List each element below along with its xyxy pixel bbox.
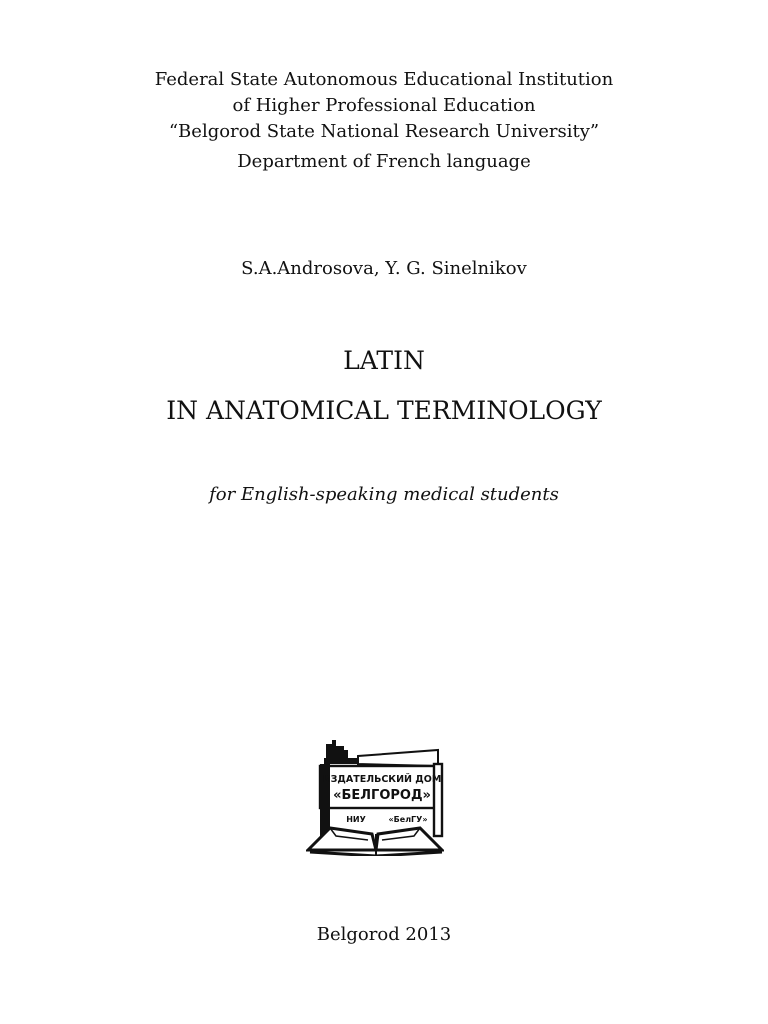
publisher-logo [306, 738, 444, 856]
subtitle: for English-speaking medical students [209, 484, 559, 505]
institution-line-2: of Higher Professional Education [232, 95, 536, 116]
logo-label-left: НИУ [346, 815, 366, 824]
logo-text-line-2: «БЕЛГОРОД» [333, 788, 431, 803]
title-line-2: IN ANATOMICAL TERMINOLOGY [166, 396, 602, 425]
institution-line-1: Federal State Autonomous Educational Institution [154, 69, 614, 90]
authors: S.A.Androsova, Y. G. Sinelnikov [241, 258, 527, 279]
logo-text-line-1: ИЗДАТЕЛЬСКИЙ ДОМ [322, 774, 442, 785]
title-line-1: LATIN [343, 346, 425, 375]
imprint: Belgorod 2013 [316, 924, 452, 945]
institution-line-3: “Belgorod State National Research University” [168, 121, 600, 142]
logo-label-right: «БелГУ» [388, 815, 428, 824]
department-name: Department of French language [237, 151, 531, 172]
